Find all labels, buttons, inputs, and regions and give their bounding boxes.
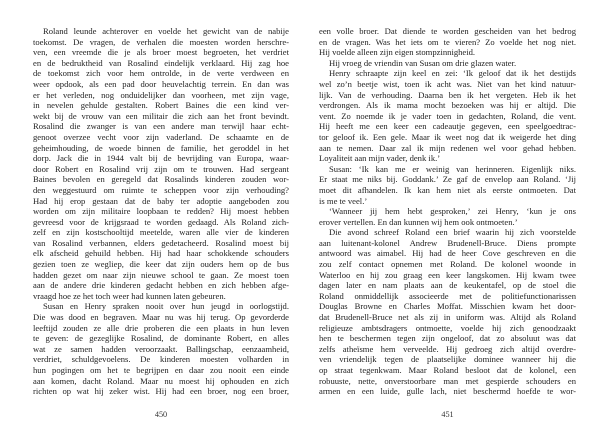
text-line: ven vriendelijk tegen de plaatselijke dominee wanneer hij die — [319, 354, 576, 365]
text-line: moet dit afhandelen. Ik kan hem niet als eerste ontmoeten. Dat — [319, 184, 576, 195]
text-line: Loyaliteit aan mijn vader, denk ik.’ — [319, 153, 441, 164]
text-line: genoot overzee vecht voor zijn vaderland. De schaamte en de — [33, 131, 289, 142]
text-line: aan te nemen. Daar zal ik mijn redenen wel voor gehad hebben. — [319, 142, 576, 153]
text-line: dagen later en nam plaats aan de keukentafel, op de stoel die — [319, 280, 576, 291]
text-line: in nevelen gehulde gestalten. Robert Baines die een kind ver- — [33, 100, 289, 111]
text-line: armen en een luide, gulle lach, niet beschermd hoefde te wor- — [319, 386, 576, 397]
text-line: door Robert en Rosalind vrij zijn om te trouwen. Had sergeant — [33, 163, 289, 174]
text-line: erover vertellen. En dan kunnen wij hem ook ontmoeten.’ — [319, 216, 518, 227]
text-line: tor geloof ik. Een gele. Maar ik weet nog dat ik weigerde het ding — [319, 131, 576, 142]
text-line: verdrongen. Als ik mama mocht bezoeken was hij er altijd. Die — [319, 100, 576, 111]
text-line: ven, een vreemde die je als broer moest begroeten, het verdriet — [33, 47, 289, 58]
text-line: elk afscheid gehuild hebben. Hij had haar schokkende schouders — [33, 248, 289, 259]
text-line: den weggestuurd om ruimte te scheppen voor zijn verhouding? — [33, 184, 289, 195]
text-line: op straat tegenkwam. Maar Roland besloot dat de kolonel, een — [319, 365, 576, 375]
text-line: religieuze ambtsdragers ontmoette, voelde hij zich genoodzaakt — [319, 322, 576, 333]
right-page-number: 451 — [441, 410, 454, 419]
text-line: dorp. Jack die in 1944 valt bij de bevrijding van Europa, waar- — [33, 153, 289, 164]
text-line: hadden gezet om naar zijn nieuwe school te gaan. Ze moest toen — [33, 269, 289, 280]
text-line: Hij vroeg de vriendin van Susan om drie glazen water. — [329, 57, 517, 68]
text-line: Roland leunde achterover en voelde het gewicht van de nabije — [43, 26, 289, 36]
text-line: geheimhouding, de woede binnen de familie, het geroddel in het — [33, 142, 289, 153]
text-line: wat ze samen hadden veroorzaakt. Ballingschap, eenzaamheid, — [33, 343, 289, 354]
text-line: zelf en zijn kostschooltijd meetelde, waren alle vier de kinderen — [33, 227, 289, 238]
left-page-text — [33, 26, 289, 397]
text-line: aan komen, dacht Roland. Maar nu moest hij ophouden en zich — [33, 375, 289, 386]
text-line: er het verleden, nog onduidelijker dan voorheen, met zijn vage, — [33, 89, 289, 100]
text-line: Waterloo en hij zou graag een keer langskomen. Hij kwam twee — [319, 269, 576, 280]
text-line: is me te veel.’ — [319, 195, 368, 206]
text-line: Susan en Henry spraken nooit over hun jeugd in oorlogstijd. — [43, 301, 289, 312]
text-line: Er staat me niks bij. Goddank.’ Ze gaf de envelop aan Roland. ‘Jij — [319, 174, 576, 185]
text-line: aan de andere drie kinderen gedacht hebben en zich hebben afge- — [33, 280, 289, 291]
text-line: robuuste, nette, onverstoorbare man met gespierde schouders en — [319, 375, 576, 386]
text-line: gevreesd voor de krijgsraad te worden gedaagd. Als Roland zich- — [33, 216, 289, 227]
text-line: antwoord was aimabel. Hij had de heer Cove geschreven en die — [319, 248, 576, 259]
text-line: Douglas Browne en Charles Moffat. Misschien kwam het door- — [319, 301, 576, 312]
text-line: te geven: de gezeglijke Rosalind, de dominante Robert, en alles — [33, 333, 289, 344]
text-line: vraagd hoe ze het toch weer had kunnen laten gebeuren. — [33, 290, 226, 301]
text-line: vent. Zo noemde ik je vader toen in gedachten, Roland, die vent. — [319, 110, 576, 121]
text-line: Susan: ‘Ik kan me er weinig van herinneren. Eigenlijk niks. — [329, 163, 576, 174]
text-line: Hij voelde alleen zijn eigen stompzinnigheid. — [319, 47, 476, 58]
left-page-number: 450 — [154, 410, 168, 419]
text-line: wel zo’n beetje wist, toen ik acht was. Niet van het kind natuur- — [319, 78, 576, 89]
text-line: leeftijd zouden ze alle drie proberen die een plaats in hun leven — [33, 322, 289, 333]
text-line: Had hij erop gestaan dat de baby ter adoptie aangeboden zou — [33, 195, 289, 206]
text-line: Baines bevolen en geregeld dat Rosalinds kinderen zouden wor- — [33, 174, 289, 185]
text-line: en de vragen. Was het iets om te vieren? Zo voelde het nog niet. — [319, 36, 576, 47]
text-line: ‘Wanneer jij hem hebt gesproken,’ zei Henry, ‘kun je ons — [329, 206, 576, 217]
text-line: lijk. Van de verhouding. Daarna ben ik het vergeten. Heb ik het — [319, 89, 576, 100]
text-line: gezien toen ze wegliep, die keer dat zijn ouders hem op de bus — [33, 259, 289, 270]
text-line: Die was dood en begraven. Maar nu was hij terug. Op gevorderde — [33, 312, 289, 323]
text-line: Die avond schreef Roland een brief waarin hij zich voorstelde — [329, 227, 576, 238]
text-line: Roland onmiddellijk associeerde met de politiefunctionarissen — [319, 290, 576, 301]
text-line: dat Brudenell-Bruce net als zij in uniform was. Altijd als Roland — [319, 312, 576, 323]
text-line: Hij heeft me een keer een cadeautje gegeven, een speelgoedtrac- — [319, 121, 576, 132]
text-line: wekt bij de vrouw van een militair die zich aan het front bevindt. — [33, 110, 289, 121]
text-line: Henry schraapte zijn keel en zei: ‘Ik geloof dat ik het destijds — [329, 68, 576, 79]
text-line: worden om zijn militaire loopbaan te redden? Hij moest hebben — [33, 206, 289, 217]
text-line: zou zelf contact opnemen met Roland. De kolonel woonde in — [319, 259, 576, 270]
text-line: de toekomst zich voor hem ontrolde, in de verte verdween en — [33, 68, 289, 79]
text-line: hen te beschermen tegen zijn ongeloof, dat zo absoluut was dat — [319, 333, 576, 344]
text-line: en de bedruktheid van Rosalind eindelijk verklaard. Hij zag hoe — [33, 57, 289, 68]
right-page-text — [319, 26, 576, 397]
text-line: verdriet, schuldgevoelens. De kinderen moesten volharden in — [33, 354, 289, 365]
text-line: van Rosalind verbannen, elders gedetacheerd. Rosalind moest bij — [33, 237, 289, 248]
text-line: aan luitenant-kolonel Andrew Brudenell-Bruce. Diens prompte — [319, 237, 576, 248]
text-line: weer opdook, als een pad door heuvelachtig terrein. En dan was — [33, 78, 289, 89]
text-line: toekomst. De vragen, de verhalen die moesten worden herschre- — [33, 36, 289, 47]
text-line: richten op wat hij zeker wist. Hij had een broer, nog een broer, — [33, 386, 289, 397]
text-line: hun pogingen om het te begrijpen en daar zou nooit een einde — [33, 365, 289, 375]
text-line: zelfs atheïsme hem verveelde. Hij gedroeg zich altijd overdre- — [319, 343, 576, 354]
text-line: een volle broer. Dat diende te worden gescheiden van het bedrog — [319, 26, 576, 36]
text-line: Rosalind die zwanger is van een andere man terwijl haar echt- — [33, 121, 289, 132]
